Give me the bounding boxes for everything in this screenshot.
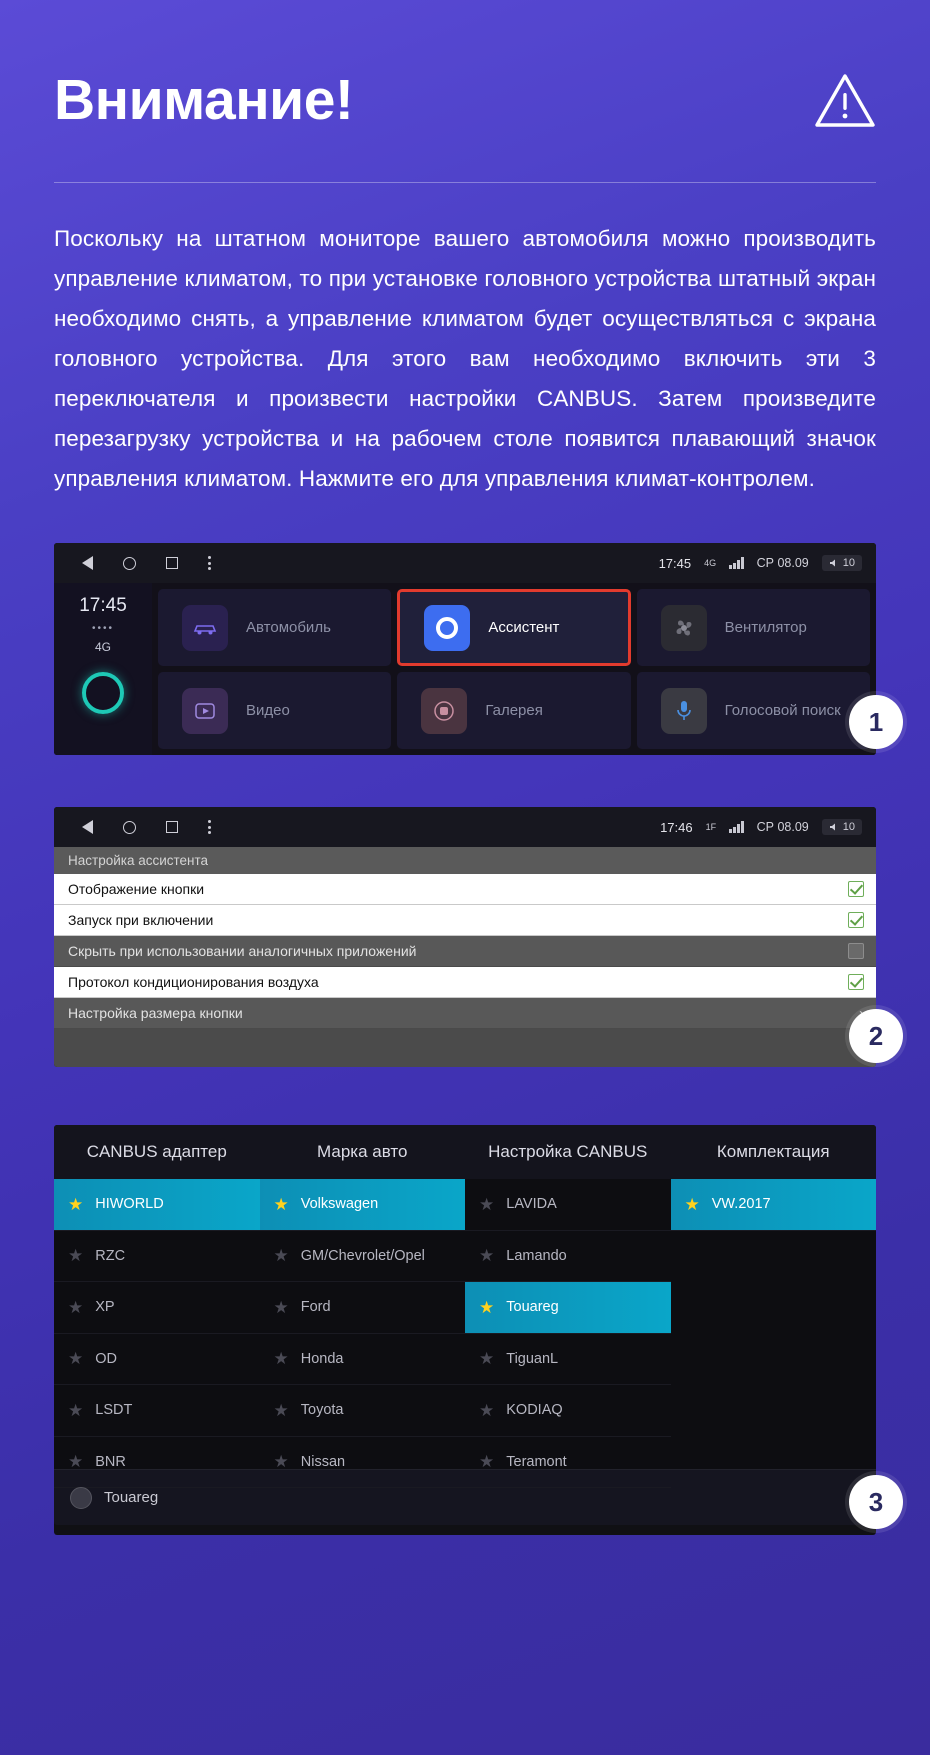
star-icon: ★ xyxy=(479,1349,495,1369)
star-icon: ★ xyxy=(273,1400,289,1420)
car-badge-icon xyxy=(70,1487,92,1509)
canbus-footer-label: Touareg xyxy=(104,1489,159,1506)
column-header-brand: Марка авто xyxy=(317,1142,408,1161)
item-label: HIWORLD xyxy=(95,1196,164,1213)
item-label: Honda xyxy=(300,1350,344,1367)
setting-label: Настройка размера кнопки xyxy=(68,1005,243,1021)
tile-label: Вентилятор xyxy=(724,619,807,636)
star-icon: ★ xyxy=(68,1349,84,1369)
item-label: Ford xyxy=(300,1299,331,1316)
list-item[interactable] xyxy=(260,1231,466,1283)
tile-fan[interactable] xyxy=(637,589,870,666)
item-label: Toyota xyxy=(300,1402,344,1419)
list-item-empty xyxy=(671,1231,877,1283)
status-network: 1F xyxy=(705,822,717,832)
list-item-empty xyxy=(671,1282,877,1334)
tile-voice-search[interactable] xyxy=(637,672,870,749)
page-title: Внимание! xyxy=(54,67,354,132)
star-icon: ★ xyxy=(68,1194,84,1214)
star-icon: ★ xyxy=(68,1400,84,1420)
launcher-clock: 17:45 xyxy=(79,595,127,616)
star-icon: ★ xyxy=(273,1452,289,1472)
item-label: LAVIDA xyxy=(506,1196,557,1213)
settings-list xyxy=(54,847,876,1067)
list-item[interactable] xyxy=(54,1334,260,1386)
status-date: СР 08.09 xyxy=(756,556,809,570)
canbus-column-brand xyxy=(260,1179,466,1488)
launcher-left-column xyxy=(54,583,152,755)
speaker-icon xyxy=(829,558,839,568)
item-label: Teramont xyxy=(506,1453,567,1470)
star-icon: ★ xyxy=(479,1194,495,1214)
tile-video[interactable] xyxy=(158,672,391,749)
assistant-icon xyxy=(424,605,470,651)
column-header-trim: Комплектация xyxy=(716,1142,830,1161)
item-label: XP xyxy=(95,1299,115,1316)
item-label: VW.2017 xyxy=(711,1196,771,1213)
list-item-empty xyxy=(671,1385,877,1437)
star-icon: ★ xyxy=(68,1297,84,1317)
checkbox-checked-icon[interactable] xyxy=(848,881,864,897)
checkbox-checked-icon[interactable] xyxy=(848,912,864,928)
star-icon: ★ xyxy=(273,1349,289,1369)
microphone-icon xyxy=(661,688,707,734)
star-icon: ★ xyxy=(684,1194,700,1214)
overflow-menu-icon[interactable] xyxy=(208,820,211,834)
assistant-ring-icon[interactable] xyxy=(82,672,124,714)
recents-icon[interactable] xyxy=(166,821,178,833)
header-divider xyxy=(54,182,876,183)
setting-row-hide-similar-apps[interactable] xyxy=(54,936,876,967)
step-badge-3: 3 xyxy=(849,1475,903,1529)
launcher-tile-grid xyxy=(152,583,876,755)
tile-label: Голосовой поиск xyxy=(724,702,841,719)
list-item[interactable] xyxy=(260,1437,466,1489)
status-bar-1 xyxy=(54,543,876,583)
status-date: СР 08.09 xyxy=(756,820,809,834)
checkbox-unchecked-icon[interactable] xyxy=(848,943,864,959)
list-item[interactable] xyxy=(54,1437,260,1489)
star-icon: ★ xyxy=(479,1246,495,1266)
item-label: Nissan xyxy=(300,1453,346,1470)
star-icon: ★ xyxy=(68,1246,84,1266)
item-label: OD xyxy=(95,1350,117,1367)
canbus-column-trim xyxy=(671,1179,877,1488)
tile-label: Видео xyxy=(246,702,290,719)
canbus-columns xyxy=(54,1179,876,1472)
star-icon: ★ xyxy=(273,1297,289,1317)
step-badge-1: 1 xyxy=(849,695,903,749)
item-label: LSDT xyxy=(95,1402,133,1419)
item-label: GM/Chevrolet/Opel xyxy=(300,1247,425,1264)
item-label: Lamando xyxy=(506,1247,567,1264)
list-item-empty xyxy=(671,1334,877,1386)
item-label: Volkswagen xyxy=(300,1196,379,1213)
home-icon[interactable] xyxy=(123,821,136,834)
volume-badge[interactable] xyxy=(822,555,862,571)
list-item[interactable] xyxy=(465,1334,671,1386)
canbus-column-model xyxy=(465,1179,671,1488)
list-item[interactable] xyxy=(465,1231,671,1283)
list-item[interactable] xyxy=(465,1282,671,1334)
status-bar-2 xyxy=(54,807,876,847)
item-label: Touareg xyxy=(506,1299,559,1316)
setting-label: Протокол кондиционирования воздуха xyxy=(68,974,319,990)
android-nav-buttons-2[interactable] xyxy=(68,820,211,834)
step-badge-2: 2 xyxy=(849,1009,903,1063)
setting-row-button-display[interactable] xyxy=(54,874,876,905)
volume-value: 10 xyxy=(842,557,855,569)
signal-bars-icon xyxy=(729,557,744,569)
signal-bars-icon xyxy=(729,821,744,833)
setting-row-launch-on-start[interactable] xyxy=(54,905,876,936)
status-bar-right-2 xyxy=(660,819,862,835)
screenshot-canbus-settings xyxy=(54,1125,884,1535)
volume-value: 10 xyxy=(842,821,855,833)
star-icon: ★ xyxy=(273,1246,289,1266)
setting-label: Скрыть при использовании аналогичных приложений xyxy=(68,943,417,959)
item-label: BNR xyxy=(95,1453,126,1470)
list-item[interactable] xyxy=(260,1334,466,1386)
status-network: 4G xyxy=(704,558,717,568)
gallery-icon xyxy=(421,688,467,734)
launcher-signal-dots: •••• xyxy=(91,623,114,634)
screenshot-assistant-settings xyxy=(54,807,884,1067)
item-label: RZC xyxy=(95,1247,126,1264)
list-item[interactable] xyxy=(54,1385,260,1437)
item-label: KODIAQ xyxy=(506,1402,563,1419)
column-header-canbus: Настройка CANBUS xyxy=(488,1142,648,1161)
warning-triangle-icon xyxy=(814,71,876,129)
list-item[interactable] xyxy=(54,1282,260,1334)
setting-label: Запуск при включении xyxy=(68,912,214,928)
list-item[interactable] xyxy=(465,1385,671,1437)
list-item[interactable] xyxy=(54,1231,260,1283)
star-icon: ★ xyxy=(479,1452,495,1472)
setting-row-ac-protocol[interactable] xyxy=(54,967,876,998)
settings-section-title: Настройка ассистента xyxy=(54,847,876,874)
setting-row-button-size[interactable] xyxy=(54,998,876,1029)
star-icon: ★ xyxy=(479,1400,495,1420)
tile-label: Галерея xyxy=(485,702,543,719)
volume-badge[interactable] xyxy=(822,819,862,835)
android-nav-buttons[interactable] xyxy=(68,556,211,570)
list-item[interactable] xyxy=(260,1179,466,1231)
star-icon: ★ xyxy=(68,1452,84,1472)
canbus-column-headers xyxy=(54,1125,876,1179)
overflow-menu-icon[interactable] xyxy=(208,556,211,570)
checkbox-checked-icon[interactable] xyxy=(848,974,864,990)
star-icon: ★ xyxy=(479,1297,495,1317)
column-header-adapter: CANBUS адаптер xyxy=(86,1142,227,1161)
status-bar-right-1 xyxy=(659,555,862,571)
tile-gallery[interactable] xyxy=(397,672,630,749)
fan-icon xyxy=(661,605,707,651)
list-item[interactable] xyxy=(671,1179,877,1231)
list-item[interactable] xyxy=(260,1385,466,1437)
car-icon xyxy=(182,605,228,651)
list-item[interactable] xyxy=(260,1282,466,1334)
status-time: 17:45 xyxy=(658,555,692,571)
body-paragraph: Поскольку на штатном мониторе вашего автомобиля можно производить управление климатом, то при установке головного устройства штатный экран необходимо снять, а управление климатом будет осуществляться с экрана головного устройства. Для этого вам необходимо включить эти 3 переключателя и произвести настройки CANBUS. Затем произведите перезагрузку устройства и на рабочем столе появится плавающий значок управления климатом. Нажмите его для управления климат-контролем. xyxy=(54,226,876,491)
screenshot-launcher xyxy=(54,543,884,755)
star-icon: ★ xyxy=(273,1194,289,1214)
back-icon[interactable] xyxy=(82,820,93,834)
list-item[interactable] xyxy=(54,1179,260,1231)
list-item-empty xyxy=(671,1437,877,1489)
tile-label: Ассистент xyxy=(488,619,560,636)
tile-assistant[interactable] xyxy=(397,589,630,666)
canbus-column-adapter xyxy=(54,1179,260,1488)
speaker-icon xyxy=(829,822,839,832)
item-label: TiguanL xyxy=(506,1350,559,1367)
list-item[interactable] xyxy=(465,1179,671,1231)
list-item[interactable] xyxy=(465,1437,671,1489)
launcher-network-label: 4G xyxy=(94,640,111,654)
page-header xyxy=(54,52,876,148)
tile-label: Автомобиль xyxy=(246,619,331,636)
back-icon[interactable] xyxy=(82,556,93,570)
recents-icon[interactable] xyxy=(166,557,178,569)
status-time: 17:46 xyxy=(660,819,693,835)
tile-car[interactable] xyxy=(158,589,391,666)
home-icon[interactable] xyxy=(123,557,136,570)
setting-label: Отображение кнопки xyxy=(68,881,205,897)
video-icon xyxy=(182,688,228,734)
